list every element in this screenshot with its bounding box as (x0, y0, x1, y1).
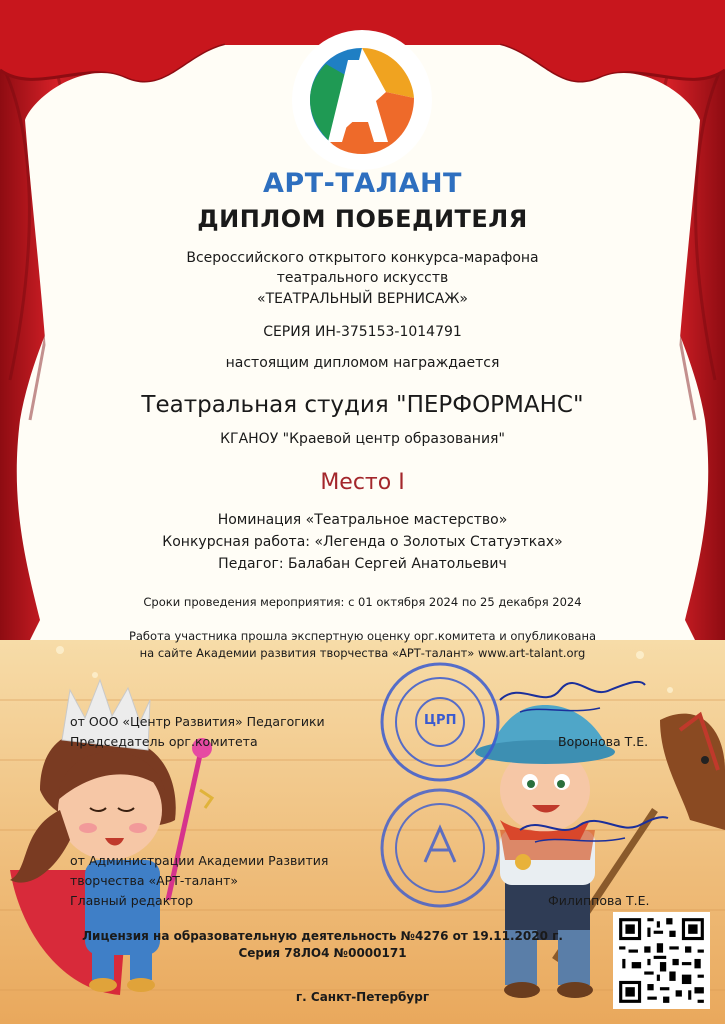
expert-note-line-1: Работа участника прошла экспертную оценку орг.комитета и опубликована (128, 629, 597, 643)
signature-1-role: Председатель орг.комитета (70, 734, 258, 749)
competition-work: Конкурсная работа: «Легенда о Золотых Статуэтках» (162, 534, 563, 550)
license-line-1: Лицензия на образовательную деятельность №4276 от 19.11.2020 г. (82, 929, 563, 943)
art-talant-logo (290, 30, 435, 170)
contest-line-1: Всероссийского открытого конкурса-марафона (186, 250, 539, 266)
signature-2-role: Главный редактор (70, 893, 194, 908)
expert-note-line-2: на сайте Академии развития творчества «АРТ-талант» www.art-talant.org (139, 646, 586, 660)
signature-2-org-line-1: от Администрации Академии Развития (70, 853, 329, 868)
city: г. Санкт-Петербург (295, 990, 430, 1004)
recipient-organization: КГАНОУ "Краевой центр образования" (220, 431, 505, 447)
series-number: СЕРИЯ ИН-375153-1014791 (263, 324, 462, 340)
contest-line-3: «ТЕАТРАЛЬНЫЙ ВЕРНИСАЖ» (257, 291, 468, 307)
signature-2-name: Филиппова Т.Е. (548, 893, 650, 908)
contest-line-2: театрального искусств (276, 270, 449, 286)
nomination: Номинация «Театральное мастерство» (217, 512, 508, 528)
license-line-2: Серия 78ЛО4 №0000171 (238, 946, 407, 960)
event-dates: Сроки проведения мероприятия: с 01 октября 2024 по 25 декабря 2024 (143, 595, 582, 609)
stamp-crp-text: ЦРП (424, 713, 457, 728)
brand-name: АРТ-ТАЛАНТ (263, 168, 462, 199)
qr-code[interactable] (613, 912, 710, 1009)
awarded-text: настоящим дипломом награждается (225, 355, 500, 371)
signature-1-name: Воронова Т.Е. (558, 734, 649, 749)
signature-1-org: от ООО «Центр Развития» Педагогики (70, 714, 325, 729)
diploma-title: ДИПЛОМ ПОБЕДИТЕЛЯ (197, 205, 528, 233)
teacher: Педагог: Балабан Сергей Анатольевич (218, 556, 507, 572)
signature-2-org-line-2: творчества «АРТ-талант» (70, 873, 239, 888)
place-label: Место I (320, 470, 405, 495)
recipient-name: Театральная студия "ПЕРФОРМАНС" (141, 392, 584, 418)
